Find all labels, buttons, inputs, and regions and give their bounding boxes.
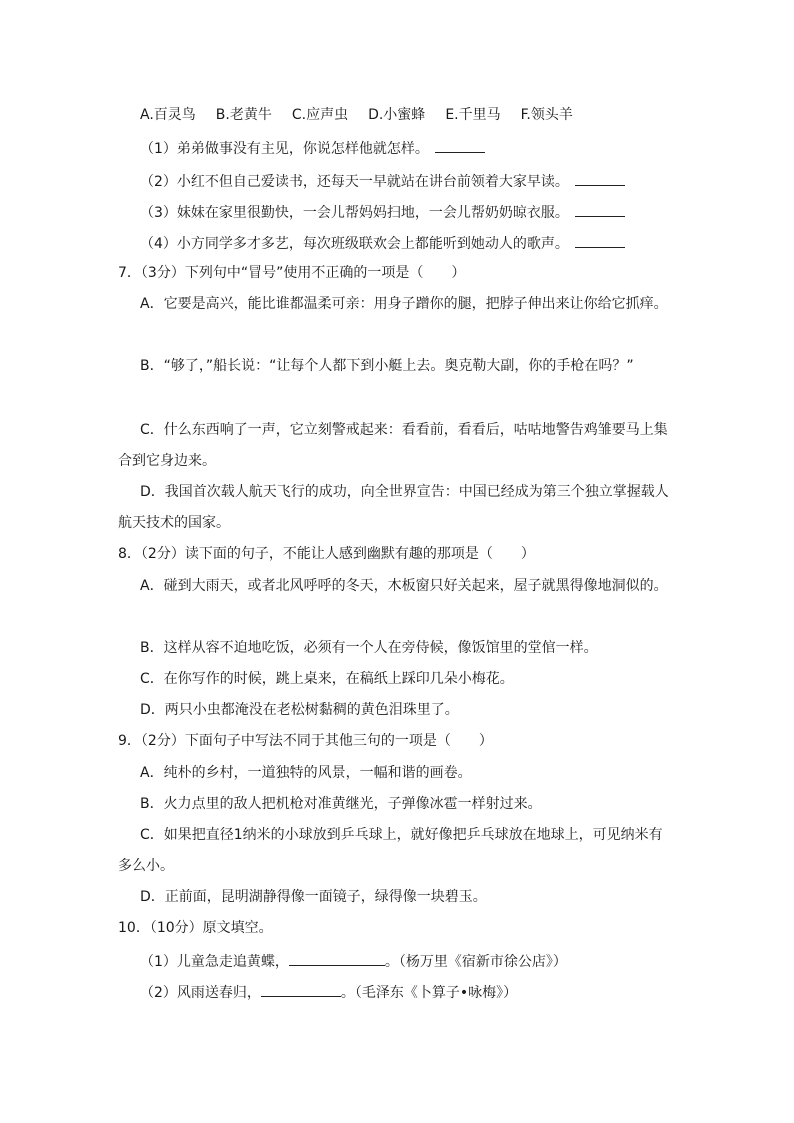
poem-line-text: （2）风雨送春归，	[140, 985, 261, 1001]
q8-stem: 8．（2分）读下面的句子，不能让人感到幽默有趣的那项是（ ）	[118, 546, 535, 562]
q6-options	[140, 106, 573, 124]
q6-item	[140, 171, 625, 191]
poem-line-text: （1）儿童急走追黄蝶，	[140, 954, 289, 970]
q6-option: B.老黄牛	[215, 107, 272, 123]
q10-line-1	[140, 951, 567, 971]
q8-option-d: D．两只小虫都淹没在老松树黏稠的黄色泪珠里了。	[140, 702, 459, 718]
q6-item	[140, 233, 625, 253]
q6-option: F.领头羊	[520, 107, 573, 123]
q6-item	[140, 138, 485, 158]
q7-stem: 7．（3分）下列句中“冒号”使用不正确的一项是（ ）	[118, 265, 466, 281]
q7-option-a: A．它要是高兴，能比谁都温柔可亲：用身子蹭你的腿，把脖子伸出来让你给它抓痒。	[140, 296, 668, 312]
answer-blank[interactable]	[575, 202, 625, 217]
q7-option-c-cont: 合到它身边来。	[118, 453, 216, 469]
answer-blank[interactable]	[289, 951, 385, 966]
q6-option: C.应声虫	[291, 107, 349, 123]
q9-option-c: C．如果把直径1纳米的小球放到乒乓球上，就好像把乒乓球放在地球上，可见纳米有	[140, 827, 663, 843]
q9-option-a: A．纯朴的乡村，一道独特的风景，一幅和谐的画卷。	[140, 765, 472, 781]
q7-option-b: B．“够了，”船长说：“让每个人都下到小艇上去。奥克勒大副，你的手枪在吗？”	[140, 358, 634, 374]
q10-stem: 10．（10分）原文填空。	[118, 920, 273, 936]
q8-option-a: A．碰到大雨天，或者北风呼呼的冬天，木板窗只好关起来，屋子就黑得像地洞似的。	[140, 578, 668, 594]
q6-item-text: （3）妹妹在家里很勤快，一会儿帮妈妈扫地，一会儿帮奶奶晾衣服。	[140, 205, 569, 221]
q6-option: D.小蜜蜂	[368, 107, 426, 123]
q6-option: A.百灵鸟	[140, 107, 196, 123]
answer-blank[interactable]	[575, 233, 625, 248]
q9-option-d: D．正前面，昆明湖静得像一面镜子，绿得像一块碧玉。	[140, 889, 487, 905]
q9-option-c-cont: 多么小。	[118, 858, 174, 874]
q6-item-text: （1）弟弟做事没有主见，你说怎样他就怎样。	[140, 141, 429, 157]
q6-item-text: （4）小方同学多才多艺，每次班级联欢会上都能听到她动人的歌声。	[140, 236, 569, 252]
q9-stem: 9．（2分）下面句子中写法不同于其他三句的一项是（ ）	[118, 733, 493, 749]
poem-source: 。（毛泽东《卜算子•咏梅》）	[340, 985, 518, 1001]
poem-source: 。（杨万里《宿新市徐公店》）	[384, 954, 567, 970]
q9-option-b: B．火力点里的敌人把机枪对准黄继光，子弹像冰雹一样射过来。	[140, 796, 542, 812]
q6-option: E.千里马	[445, 107, 501, 123]
q7-option-d-cont: 航天技术的国家。	[118, 515, 230, 531]
q6-item-text: （2）小红不但自己爱读书，还每天一早就站在讲台前领着大家早读。	[140, 174, 569, 190]
answer-blank[interactable]	[575, 171, 625, 186]
answer-blank[interactable]	[261, 982, 341, 997]
answer-blank[interactable]	[435, 138, 485, 153]
q8-option-b: B．这样从容不迫地吃饭，必须有一个人在旁侍候，像饭馆里的堂倌一样。	[140, 640, 598, 656]
q8-option-c: C．在你写作的时候，跳上桌来，在稿纸上踩印几朵小梅花。	[140, 671, 514, 687]
q7-option-d: D．我国首次载人航天飞行的成功，向全世界宣告：中国已经成为第三个独立掌握载人	[140, 484, 669, 500]
q6-item	[140, 202, 625, 222]
q7-option-c: C．什么东西响了一声，它立刻警戒起来：看看前，看看后，咕咕地警告鸡雏要马上集	[140, 422, 668, 438]
q10-line-2	[140, 982, 517, 1002]
